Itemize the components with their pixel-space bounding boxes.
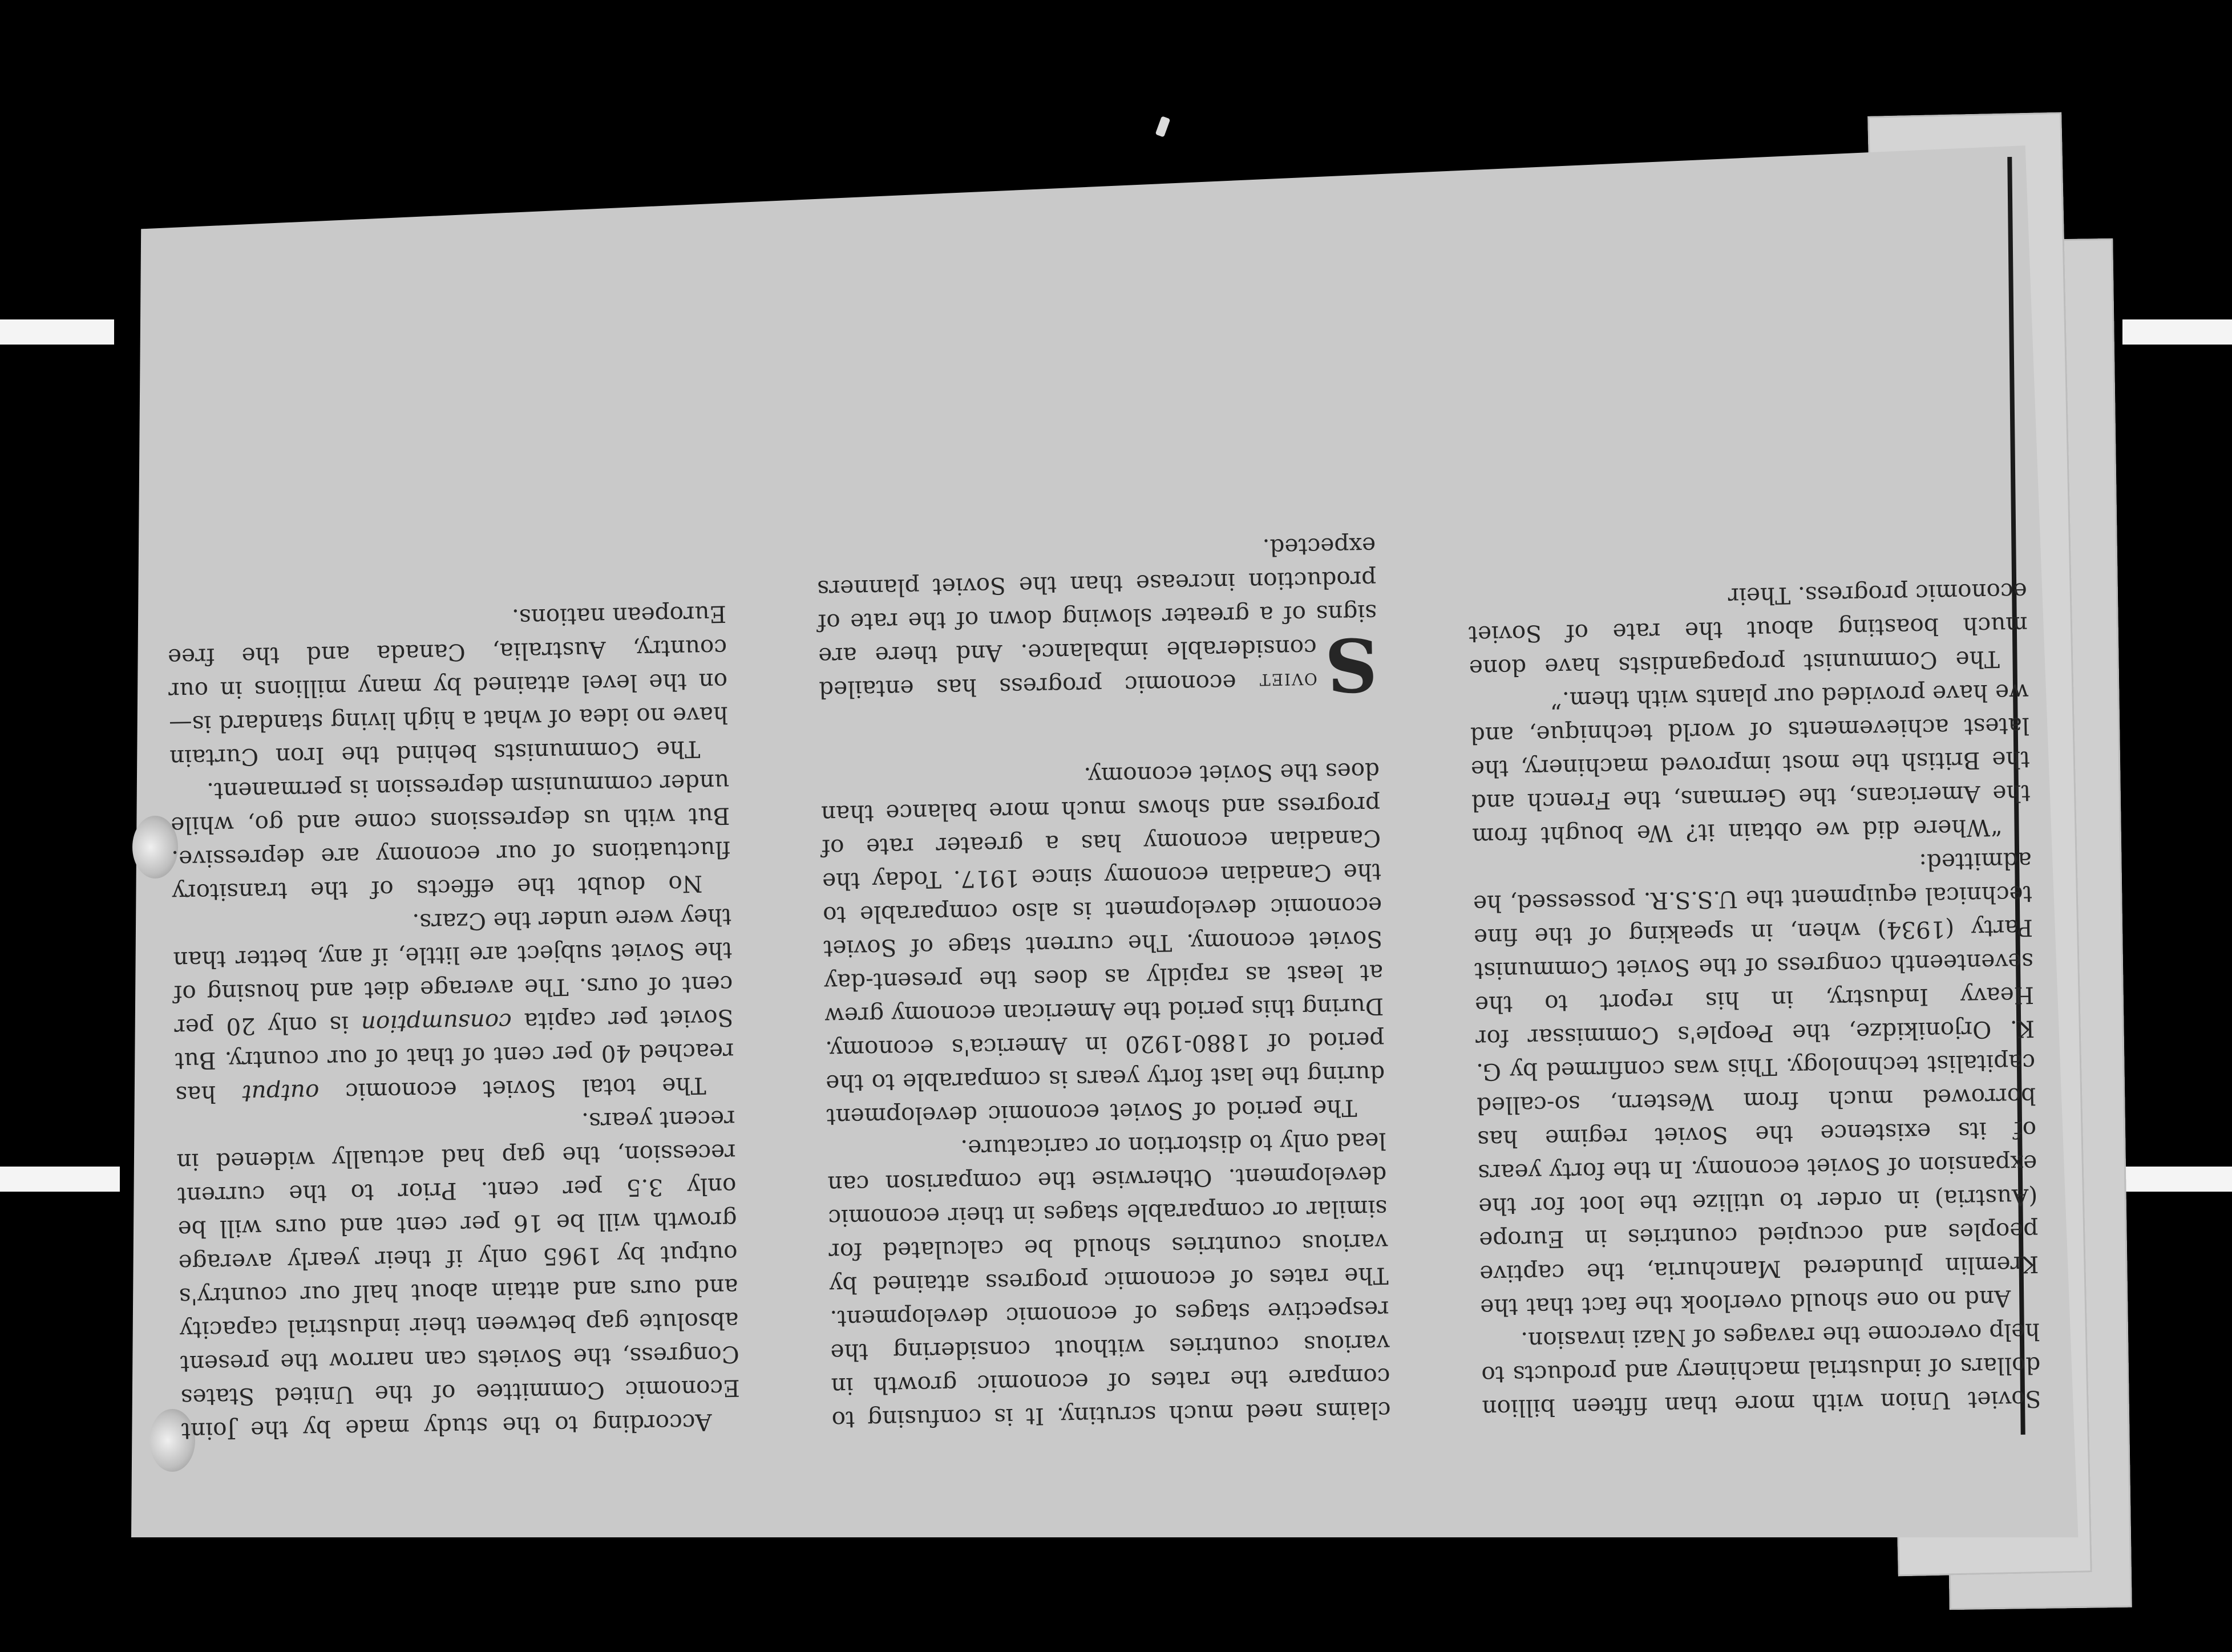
italic-word: consumption [361, 1008, 512, 1038]
film-edge-bar-left-top [0, 319, 114, 345]
paragraph: No doubt the effects of the transitory fluctuations of our economy are depressive. But with us depressions come and go, while under communism depression is permanent. [170, 768, 731, 907]
section-paragraph [816, 529, 1378, 707]
quotation: “Where did we obtain it? We bought from the Americans, the Germans, the French and the British the most improved machinery, the latest achievements of world technique, and we have provided our plants with them.” [1470, 678, 2031, 851]
paragraph: The Communist propagandists have done much boasting about the rate of Soviet economic progress. Their [1468, 577, 2028, 682]
column-right [161, 252, 741, 1448]
section-break [819, 697, 1380, 763]
column-middle [811, 241, 1391, 1437]
small-caps-lead: oviet [1258, 667, 1318, 697]
paragraph: Soviet Union with more than fifteen billion dollars of industrial machinery and products to help overcome the ravages of Nazi invasion. [1481, 1318, 2041, 1423]
text-run: The total Soviet economic [319, 1072, 706, 1106]
paragraph: The Communists behind the Iron Curtain have no idea of what a high living standard is—on the level attained by many millions in our country, Australia, Canada and the free European nations. [167, 600, 729, 772]
paragraph [172, 900, 735, 1111]
film-edge-bar-left-bottom [0, 1167, 120, 1192]
paragraph-text: economic progress has entailed considerable imbalance. And there are signs of a greater slowing down of the rate of production increase than the Soviet planners expected. [816, 532, 1377, 704]
scan-dust-mark [1155, 116, 1171, 137]
italic-word: output [242, 1078, 320, 1108]
column-left [1462, 229, 2041, 1426]
paragraph: And no one should overlook the fact that the Kremlin plundered Manchuria, the captive peoples and occupied countries in Europe (Austria) in order to utilize the loot for the expansion of Soviet economy. In the forty years of its existence the Soviet regime has borrowed much from Western, so-called capitalist technology. This was confirmed by G. K. Orjonikidze, the People's Commissar for Heavy Industry, in his report to the seventeenth congress of the Soviet Communist Party (1934) when, in speaking of the fine technical equipment the U.S.S.R. possessed, he admitted: [1473, 847, 2039, 1322]
inverted-text-block [161, 229, 2041, 1448]
text-run: is only 20 per cent of ours. The average diet and housing of the Soviet subject are little, if any, better than they were under the Czars. [173, 903, 733, 1042]
paragraph: According to the study made by the Joint Economic Committee of the United States Congress, the Soviets can narrow the present absolute gap between their industrial capacity and ours and attain about half our country's output by 1965 only if their yearly average growth will be 16 per cent and ours will be only 3.5 per cent. Prior to the current recession, the gap had actually widened in recent years. [176, 1105, 741, 1446]
text-run: has reached 40 per cent of that of our country. But Soviet per capita [175, 1004, 734, 1109]
film-edge-bar-right-top [2122, 319, 2232, 345]
paragraph: claims need much scrutiny. It is confusing to compare the rates of economic growth in various countries without considering the respective stages of economic development. The rates of economic progress attained by various countries should be calculated for similar or comparable stages in their economic development. Otherwise the comparison can lead only to distortion or caricature. [827, 1127, 1391, 1434]
drop-cap: S [1324, 621, 1379, 708]
film-edge-bar-right-bottom [2122, 1167, 2232, 1192]
paragraph: The period of Soviet economic development during the last forty years is comparable to the period of 1880-1920 in America's economy. During this period the American economy grew at least as rapidly as does the present-day Soviet economy. The current stage of Soviet economic development is also comparable to the Canadian economy since 1917. Today the Canadian economy has a greater rate of progress and shows much more balance than does the Soviet economy. [820, 757, 1385, 1131]
